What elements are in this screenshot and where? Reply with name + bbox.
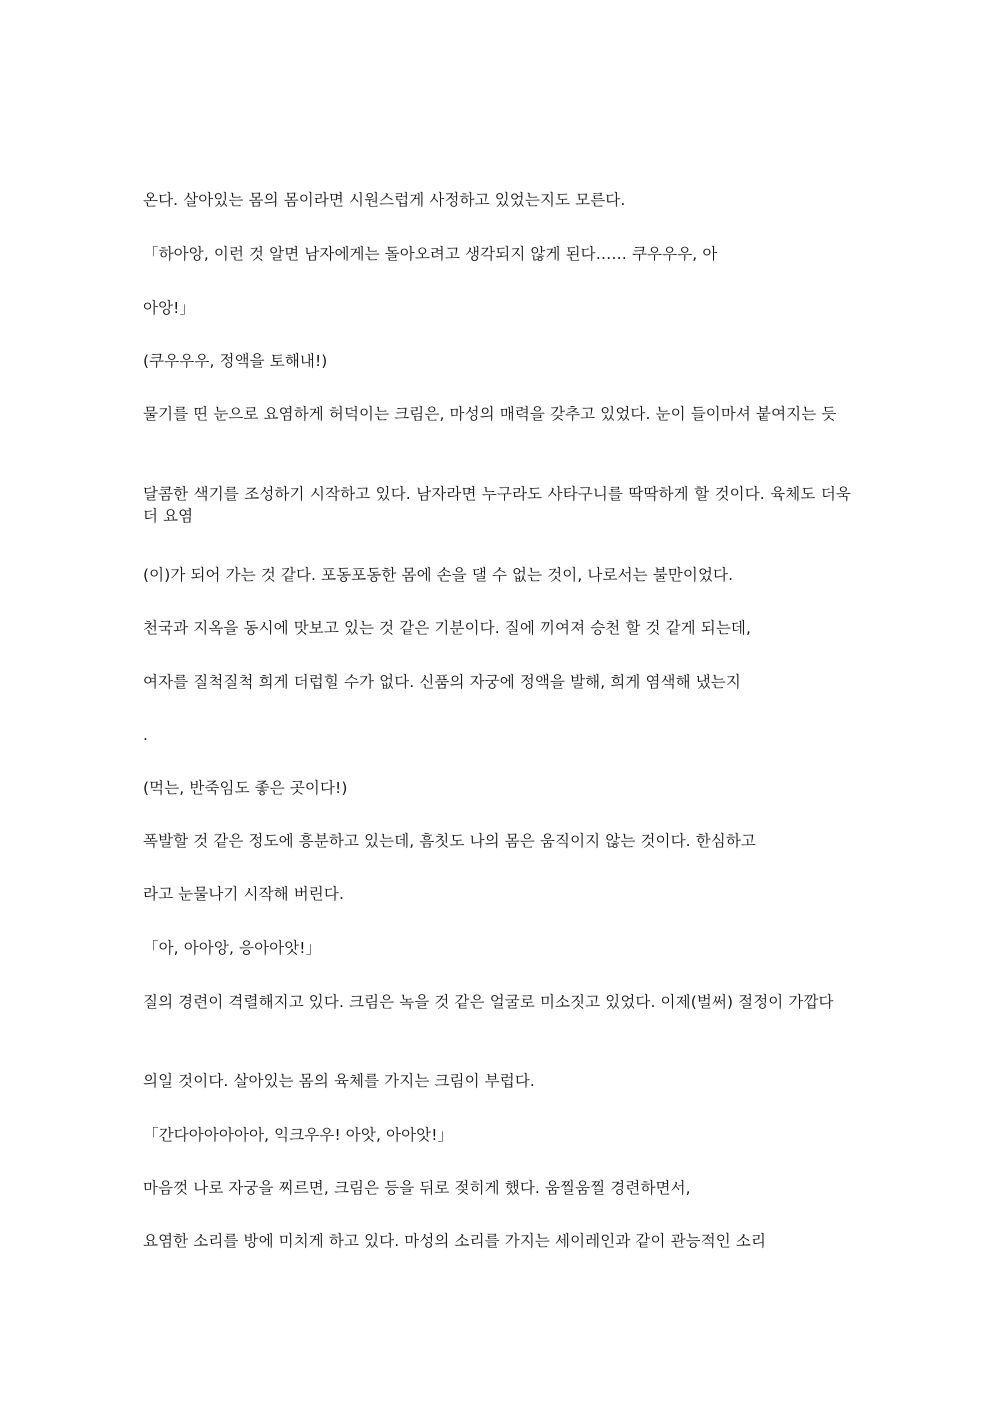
text-line: . bbox=[143, 726, 149, 744]
text-line: 요염한 소리를 방에 미치게 하고 있다. 마성의 소리를 가지는 세이레인과 같이 관능적인 소리 bbox=[143, 1232, 767, 1250]
text-line: 천국과 지옥을 동시에 맛보고 있는 것 같은 기분이다. 질에 끼여져 승천 할 것 같게 되는데, bbox=[143, 619, 751, 637]
text-line: 「간다아아아아아, 익크우우! 아앗, 아아앗!」 bbox=[143, 1126, 454, 1144]
text-line: 여자를 질척질척 희게 더럽힐 수가 없다. 신품의 자궁에 정액을 발해, 희게 염색해 냈는지 bbox=[143, 673, 741, 691]
text-line: 폭발할 것 같은 정도에 흥분하고 있는데, 흠칫도 나의 몸은 움직이지 않는 것이다. 한심하고 bbox=[143, 832, 757, 850]
text-line: (먹는, 반죽임도 좋은 곳이다!) bbox=[143, 779, 348, 797]
text-line: 아앙!」 bbox=[143, 299, 196, 317]
text-line: (이)가 되어 가는 것 같다. 포동포동한 몸에 손을 댈 수 없는 것이, 나로서는 불만이었다. bbox=[143, 566, 734, 584]
text-line: (쿠우우우, 정액을 토해내!) bbox=[143, 352, 328, 370]
text-line: 달콤한 색기를 조성하기 시작하고 있다. 남자라면 누구라도 사타구니를 딱딱하게 할 것이다. 육체도 더욱 더 요염 bbox=[143, 485, 851, 525]
text-line: 라고 눈물나기 시작해 버린다. bbox=[143, 885, 344, 903]
text-line: 질의 경련이 격렬해지고 있다. 크림은 녹을 것 같은 얼굴로 미소짓고 있었다. 이제(벌써) 절정이 가깝다 bbox=[143, 993, 834, 1011]
text-line: 「하아앙, 이런 것 알면 남자에게는 돌아오려고 생각되지 않게 된다…… 쿠우우우, 아 bbox=[143, 245, 718, 263]
text-line: 물기를 띤 눈으로 요염하게 허덕이는 크림은, 마성의 매력을 갖추고 있었다. 눈이 들이마셔 붙여지는 듯 bbox=[143, 405, 837, 423]
text-line: 온다. 살아있는 몸의 몸이라면 시원스럽게 사정하고 있었는지도 모른다. bbox=[143, 191, 626, 209]
text-line: 마음껏 나로 자궁을 찌르면, 크림은 등을 뒤로 젖히게 했다. 움찔움찔 경련하면서, bbox=[143, 1179, 691, 1197]
text-line: 의일 것이다. 살아있는 몸의 육체를 가지는 크림이 부럽다. bbox=[143, 1072, 535, 1090]
text-line: 「아, 아아앙, 응아아앗!」 bbox=[143, 939, 322, 957]
